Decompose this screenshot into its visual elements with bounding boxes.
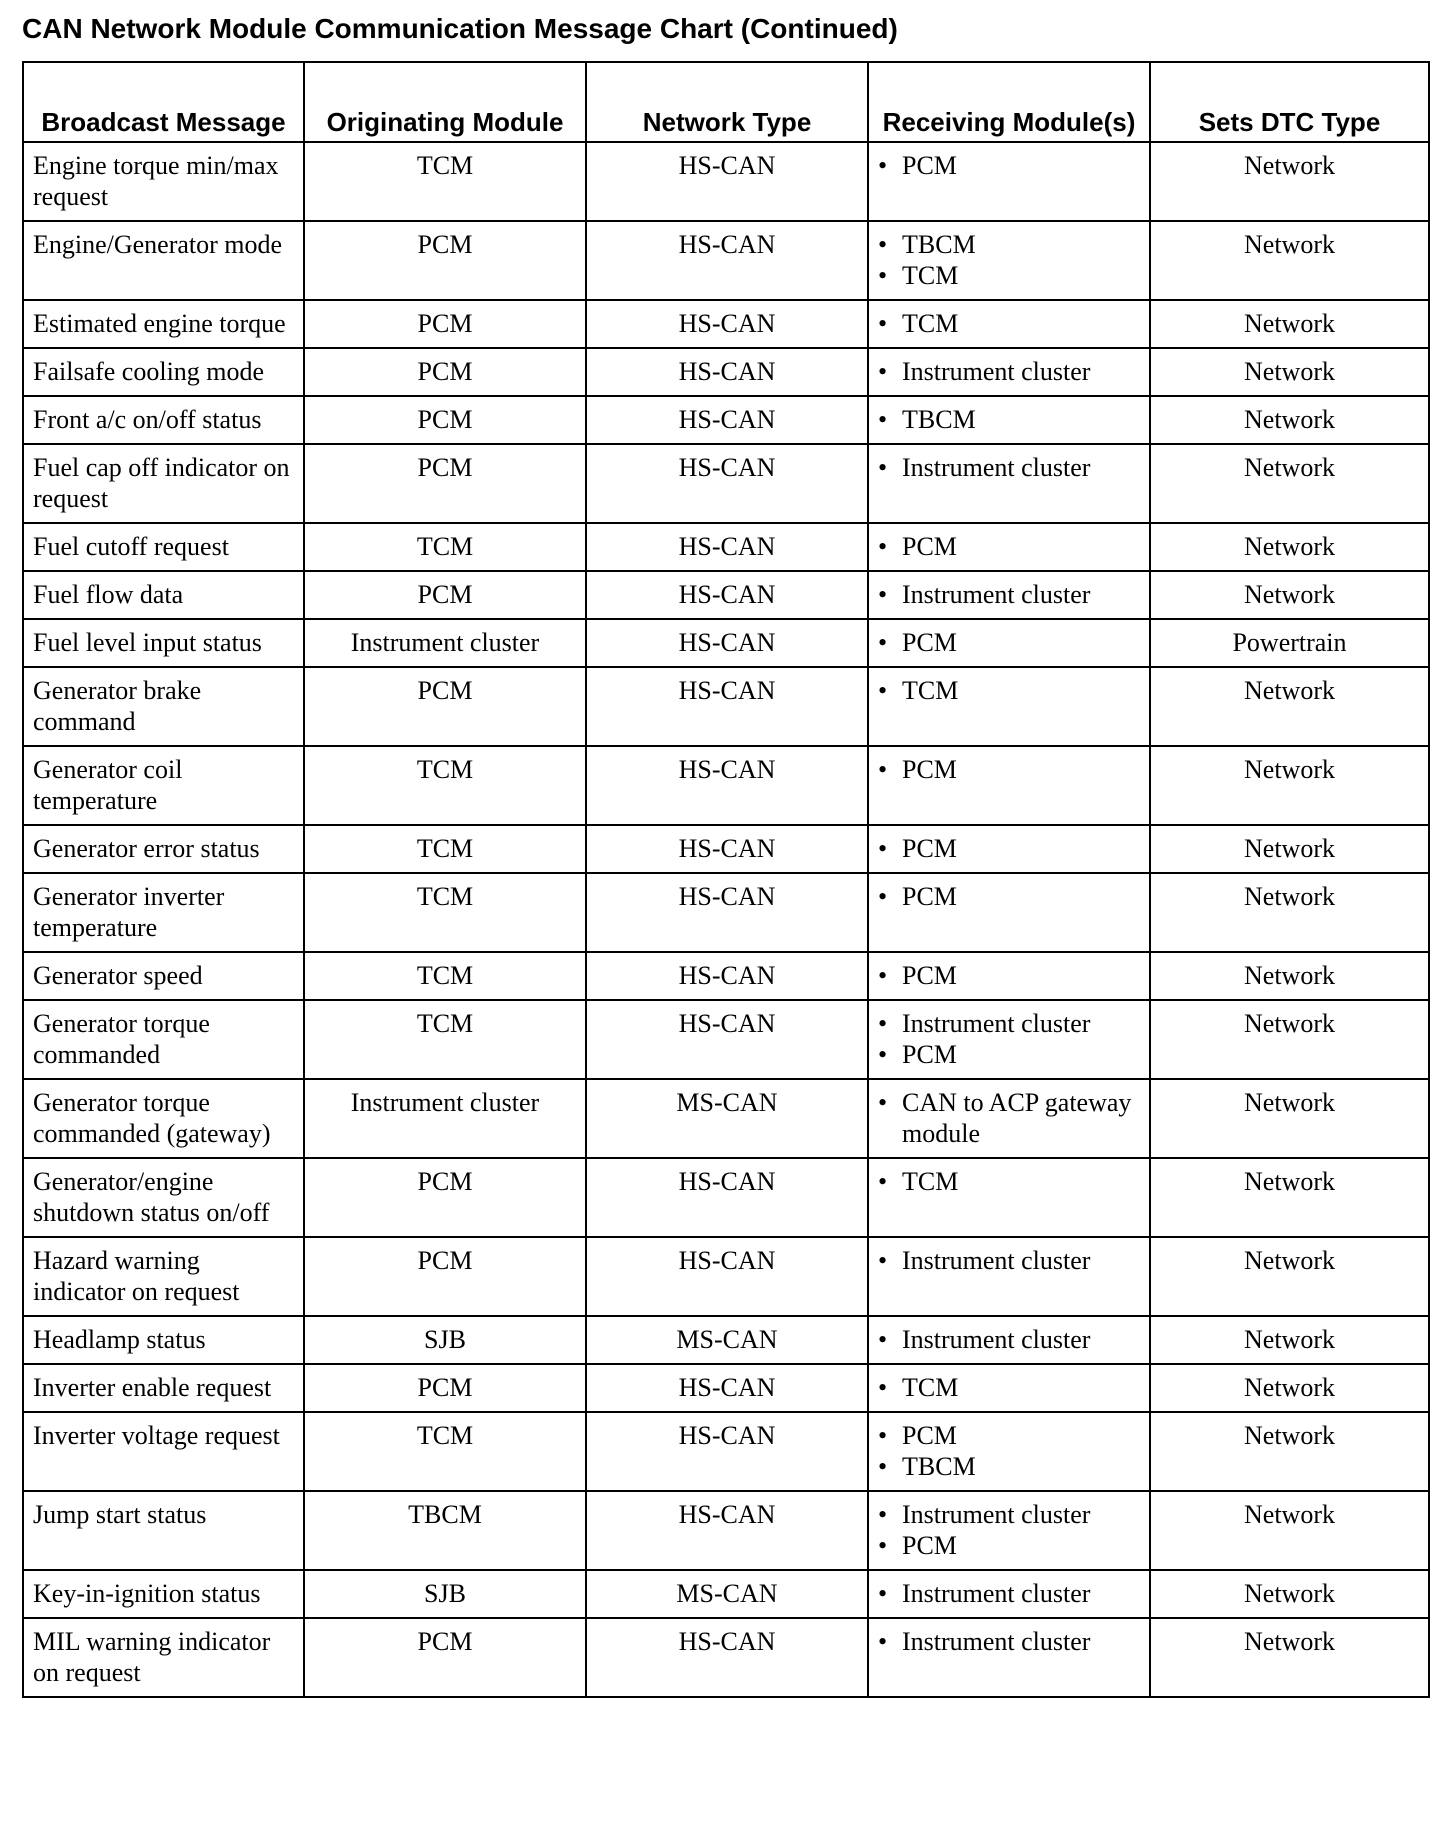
receiving-modules-cell [868, 571, 1150, 619]
originating-module-cell: PCM [304, 667, 586, 746]
column-header-sets-dtc-type: Sets DTC Type [1150, 62, 1429, 142]
receiving-modules-list [878, 308, 1140, 339]
receiving-modules-cell [868, 619, 1150, 667]
network-type-cell: HS-CAN [586, 396, 868, 444]
table-row [23, 396, 1429, 444]
sets-dtc-type-cell: Network [1150, 667, 1429, 746]
sets-dtc-type-cell: Network [1150, 300, 1429, 348]
network-type-cell: HS-CAN [586, 825, 868, 873]
originating-module-cell: Instrument cluster [304, 619, 586, 667]
receiving-module-item: • PCM [878, 833, 1140, 864]
receiving-modules-list [878, 881, 1140, 912]
receiving-modules-list [878, 754, 1140, 785]
broadcast-message-cell: Generator torque commanded [23, 1000, 304, 1079]
sets-dtc-type-cell: Network [1150, 396, 1429, 444]
receiving-modules-cell [868, 1237, 1150, 1316]
sets-dtc-type-cell: Network [1150, 746, 1429, 825]
originating-module-cell: SJB [304, 1316, 586, 1364]
receiving-modules-list [878, 960, 1140, 991]
table-row [23, 444, 1429, 523]
network-type-cell: MS-CAN [586, 1079, 868, 1158]
header-row [23, 62, 1429, 142]
network-type-cell: HS-CAN [586, 746, 868, 825]
network-type-cell: HS-CAN [586, 1158, 868, 1237]
table-row [23, 1570, 1429, 1618]
sets-dtc-type-cell: Network [1150, 348, 1429, 396]
table-row [23, 825, 1429, 873]
broadcast-message-cell: Inverter voltage request [23, 1412, 304, 1491]
receiving-module-item: • Instrument cluster [878, 1626, 1140, 1657]
receiving-module-item: • PCM [878, 881, 1140, 912]
broadcast-message-cell: Generator brake command [23, 667, 304, 746]
network-type-cell: HS-CAN [586, 619, 868, 667]
network-type-cell: HS-CAN [586, 348, 868, 396]
network-type-cell: HS-CAN [586, 1000, 868, 1079]
originating-module-cell: PCM [304, 1237, 586, 1316]
receiving-module-item: • PCM [878, 627, 1140, 658]
receiving-module-item: • TCM [878, 1372, 1140, 1403]
broadcast-message-cell: Headlamp status [23, 1316, 304, 1364]
originating-module-cell: PCM [304, 571, 586, 619]
originating-module-cell: TCM [304, 746, 586, 825]
receiving-modules-cell [868, 348, 1150, 396]
receiving-modules-cell [868, 1079, 1150, 1158]
receiving-modules-list [878, 1324, 1140, 1355]
receiving-module-item: • TBCM [878, 404, 1140, 435]
receiving-modules-list [878, 1499, 1140, 1561]
receiving-modules-cell [868, 221, 1150, 300]
receiving-modules-cell [868, 746, 1150, 825]
originating-module-cell: PCM [304, 444, 586, 523]
receiving-module-item: • PCM [878, 1530, 1140, 1561]
originating-module-cell: TCM [304, 1412, 586, 1491]
receiving-module-item: • PCM [878, 1420, 1140, 1451]
broadcast-message-cell: Engine/Generator mode [23, 221, 304, 300]
broadcast-message-cell: Estimated engine torque [23, 300, 304, 348]
table-row [23, 1412, 1429, 1491]
broadcast-message-cell: Fuel cutoff request [23, 523, 304, 571]
network-type-cell: HS-CAN [586, 1364, 868, 1412]
originating-module-cell: Instrument cluster [304, 1079, 586, 1158]
receiving-module-item: • Instrument cluster [878, 356, 1140, 387]
broadcast-message-cell: Front a/c on/off status [23, 396, 304, 444]
receiving-modules-list [878, 627, 1140, 658]
receiving-modules-list [878, 1008, 1140, 1070]
receiving-modules-list [878, 452, 1140, 483]
receiving-modules-list [878, 1372, 1140, 1403]
originating-module-cell: PCM [304, 1618, 586, 1697]
broadcast-message-cell: Fuel cap off indicator on request [23, 444, 304, 523]
receiving-module-item: • Instrument cluster [878, 1578, 1140, 1609]
sets-dtc-type-cell: Network [1150, 1237, 1429, 1316]
broadcast-message-cell: Hazard warning indicator on request [23, 1237, 304, 1316]
receiving-modules-list [878, 150, 1140, 181]
broadcast-message-cell: Jump start status [23, 1491, 304, 1570]
receiving-modules-list [878, 229, 1140, 291]
sets-dtc-type-cell: Network [1150, 221, 1429, 300]
broadcast-message-cell: MIL warning indicator on request [23, 1618, 304, 1697]
receiving-modules-list [878, 675, 1140, 706]
table-row [23, 667, 1429, 746]
sets-dtc-type-cell: Network [1150, 142, 1429, 221]
table-row [23, 1364, 1429, 1412]
broadcast-message-cell: Fuel flow data [23, 571, 304, 619]
table-row [23, 1491, 1429, 1570]
column-header-network-type: Network Type [586, 62, 868, 142]
network-type-cell: MS-CAN [586, 1570, 868, 1618]
receiving-modules-cell [868, 523, 1150, 571]
receiving-module-item: • PCM [878, 531, 1140, 562]
network-type-cell: HS-CAN [586, 1618, 868, 1697]
receiving-modules-list [878, 1166, 1140, 1197]
network-type-cell: HS-CAN [586, 444, 868, 523]
receiving-modules-cell [868, 1618, 1150, 1697]
receiving-modules-cell [868, 396, 1150, 444]
network-type-cell: HS-CAN [586, 300, 868, 348]
broadcast-message-cell: Failsafe cooling mode [23, 348, 304, 396]
receiving-modules-cell [868, 1364, 1150, 1412]
table-row [23, 1316, 1429, 1364]
receiving-modules-cell [868, 1316, 1150, 1364]
sets-dtc-type-cell: Network [1150, 1079, 1429, 1158]
receiving-modules-cell [868, 873, 1150, 952]
receiving-modules-cell [868, 1000, 1150, 1079]
receiving-modules-list [878, 833, 1140, 864]
table-row [23, 746, 1429, 825]
receiving-modules-cell [868, 300, 1150, 348]
receiving-module-item: • PCM [878, 1039, 1140, 1070]
message-chart-table [22, 61, 1430, 1698]
receiving-modules-cell [868, 667, 1150, 746]
receiving-modules-list [878, 356, 1140, 387]
receiving-module-item: • CAN to ACP gateway module [878, 1087, 1140, 1149]
table-header [23, 62, 1429, 142]
column-header-broadcast-message: Broadcast Message [23, 62, 304, 142]
receiving-modules-cell [868, 952, 1150, 1000]
network-type-cell: HS-CAN [586, 1237, 868, 1316]
receiving-module-item: • TBCM [878, 1451, 1140, 1482]
table-row [23, 873, 1429, 952]
broadcast-message-cell: Generator coil temperature [23, 746, 304, 825]
sets-dtc-type-cell: Network [1150, 571, 1429, 619]
network-type-cell: HS-CAN [586, 571, 868, 619]
network-type-cell: HS-CAN [586, 221, 868, 300]
originating-module-cell: TCM [304, 952, 586, 1000]
receiving-modules-cell [868, 142, 1150, 221]
originating-module-cell: TCM [304, 873, 586, 952]
column-header-originating-module: Originating Module [304, 62, 586, 142]
receiving-module-item: • TCM [878, 260, 1140, 291]
table-row [23, 952, 1429, 1000]
table-row [23, 300, 1429, 348]
table-row [23, 1237, 1429, 1316]
table-body [23, 142, 1429, 1697]
sets-dtc-type-cell: Powertrain [1150, 619, 1429, 667]
originating-module-cell: TCM [304, 523, 586, 571]
originating-module-cell: TCM [304, 1000, 586, 1079]
sets-dtc-type-cell: Network [1150, 1158, 1429, 1237]
broadcast-message-cell: Generator torque commanded (gateway) [23, 1079, 304, 1158]
receiving-module-item: • Instrument cluster [878, 1324, 1140, 1355]
table-row [23, 523, 1429, 571]
network-type-cell: MS-CAN [586, 1316, 868, 1364]
sets-dtc-type-cell: Network [1150, 523, 1429, 571]
broadcast-message-cell: Generator speed [23, 952, 304, 1000]
broadcast-message-cell: Inverter enable request [23, 1364, 304, 1412]
sets-dtc-type-cell: Network [1150, 1491, 1429, 1570]
network-type-cell: HS-CAN [586, 142, 868, 221]
originating-module-cell: TCM [304, 825, 586, 873]
receiving-modules-list [878, 1420, 1140, 1482]
table-row [23, 1000, 1429, 1079]
sets-dtc-type-cell: Network [1150, 952, 1429, 1000]
sets-dtc-type-cell: Network [1150, 1000, 1429, 1079]
originating-module-cell: PCM [304, 1364, 586, 1412]
receiving-modules-list [878, 1578, 1140, 1609]
receiving-modules-list [878, 404, 1140, 435]
table-row [23, 1158, 1429, 1237]
receiving-modules-list [878, 531, 1140, 562]
originating-module-cell: TCM [304, 142, 586, 221]
originating-module-cell: PCM [304, 221, 586, 300]
originating-module-cell: SJB [304, 1570, 586, 1618]
broadcast-message-cell: Engine torque min/max request [23, 142, 304, 221]
network-type-cell: HS-CAN [586, 1491, 868, 1570]
originating-module-cell: TBCM [304, 1491, 586, 1570]
receiving-modules-cell [868, 444, 1150, 523]
sets-dtc-type-cell: Network [1150, 1364, 1429, 1412]
broadcast-message-cell: Key-in-ignition status [23, 1570, 304, 1618]
table-row [23, 1618, 1429, 1697]
broadcast-message-cell: Generator/engine shutdown status on/off [23, 1158, 304, 1237]
table-row [23, 619, 1429, 667]
originating-module-cell: PCM [304, 396, 586, 444]
sets-dtc-type-cell: Network [1150, 1570, 1429, 1618]
network-type-cell: HS-CAN [586, 523, 868, 571]
broadcast-message-cell: Generator inverter temperature [23, 873, 304, 952]
receiving-module-item: • Instrument cluster [878, 452, 1140, 483]
network-type-cell: HS-CAN [586, 667, 868, 746]
broadcast-message-cell: Generator error status [23, 825, 304, 873]
receiving-modules-list [878, 1626, 1140, 1657]
broadcast-message-cell: Fuel level input status [23, 619, 304, 667]
receiving-module-item: • Instrument cluster [878, 1499, 1140, 1530]
receiving-modules-list [878, 1245, 1140, 1276]
table-row [23, 348, 1429, 396]
originating-module-cell: PCM [304, 300, 586, 348]
receiving-modules-cell [868, 825, 1150, 873]
receiving-modules-list [878, 579, 1140, 610]
sets-dtc-type-cell: Network [1150, 873, 1429, 952]
table-row [23, 142, 1429, 221]
receiving-module-item: • Instrument cluster [878, 1245, 1140, 1276]
receiving-modules-cell [868, 1491, 1150, 1570]
network-type-cell: HS-CAN [586, 1412, 868, 1491]
network-type-cell: HS-CAN [586, 952, 868, 1000]
originating-module-cell: PCM [304, 348, 586, 396]
table-row [23, 1079, 1429, 1158]
sets-dtc-type-cell: Network [1150, 1412, 1429, 1491]
sets-dtc-type-cell: Network [1150, 444, 1429, 523]
receiving-modules-cell [868, 1570, 1150, 1618]
receiving-module-item: • TCM [878, 675, 1140, 706]
sets-dtc-type-cell: Network [1150, 1618, 1429, 1697]
column-header-receiving-modules: Receiving Module(s) [868, 62, 1150, 142]
receiving-module-item: • TCM [878, 308, 1140, 339]
sets-dtc-type-cell: Network [1150, 1316, 1429, 1364]
receiving-modules-cell [868, 1412, 1150, 1491]
network-type-cell: HS-CAN [586, 873, 868, 952]
table-row [23, 221, 1429, 300]
receiving-module-item: • PCM [878, 150, 1140, 181]
receiving-module-item: • Instrument cluster [878, 1008, 1140, 1039]
receiving-module-item: • PCM [878, 960, 1140, 991]
sets-dtc-type-cell: Network [1150, 825, 1429, 873]
receiving-modules-list [878, 1087, 1140, 1149]
page-title: CAN Network Module Communication Message Chart (Continued) [22, 13, 898, 44]
receiving-module-item: • TBCM [878, 229, 1140, 260]
receiving-module-item: • TCM [878, 1166, 1140, 1197]
receiving-modules-cell [868, 1158, 1150, 1237]
table-row [23, 571, 1429, 619]
receiving-module-item: • PCM [878, 754, 1140, 785]
receiving-module-item: • Instrument cluster [878, 579, 1140, 610]
originating-module-cell: PCM [304, 1158, 586, 1237]
